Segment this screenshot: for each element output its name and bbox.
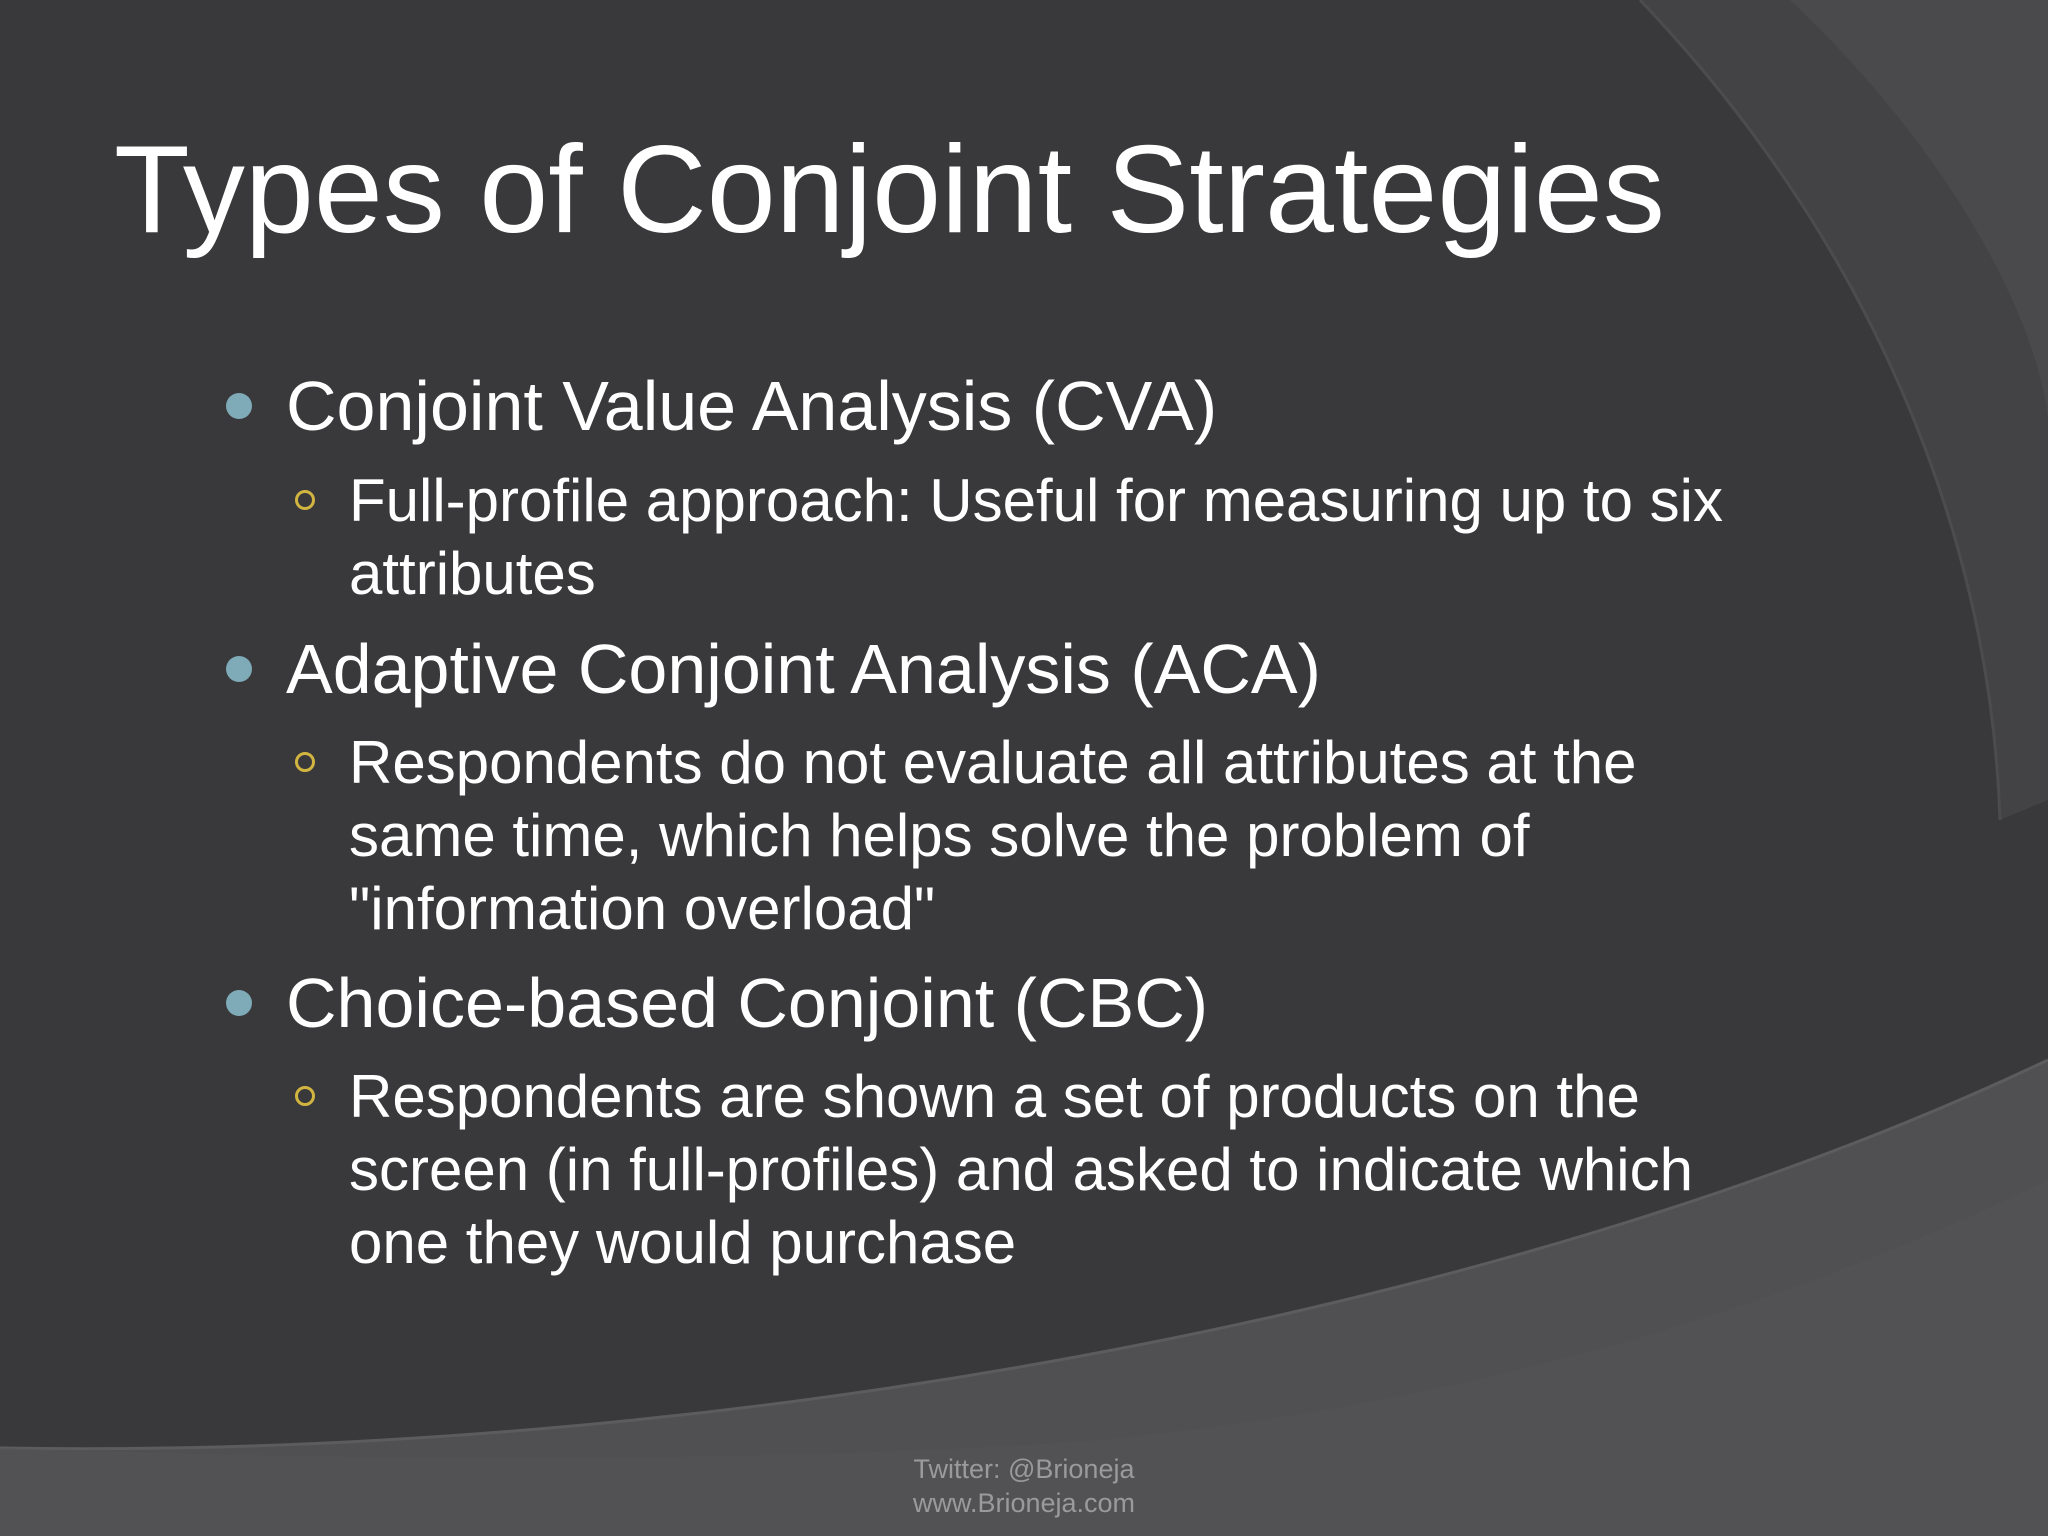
bullet-dot-icon [226, 656, 252, 682]
bullet-item-cbc [286, 966, 1208, 1040]
bullet-item-cva [286, 369, 1217, 443]
bullet-item-aca [286, 632, 1321, 706]
sub-bullet-ring-icon [295, 1086, 315, 1106]
sub-bullet-ring-icon [295, 490, 315, 510]
footer-twitter: Twitter: @Brioneja [913, 1454, 1135, 1484]
sub-bullet-item [349, 1060, 1749, 1279]
sub-bullet-ring-icon [295, 752, 315, 772]
sub-bullet-text: Respondents are shown a set of products on the screen (in full-profiles) and asked to indicate which one they would purchase [349, 1063, 1693, 1276]
bullet-dot-icon [226, 990, 252, 1016]
bullet-text: Conjoint Value Analysis (CVA) [286, 367, 1218, 445]
sub-bullet-text: Respondents do not evaluate all attributes at the same time, which helps solve the problem of "information overload" [349, 729, 1637, 942]
footer-website: www.Brioneja.com [912, 1488, 1136, 1518]
slide-title: Types of Conjoint Strategies [114, 121, 1665, 259]
sub-bullet-item [349, 726, 1749, 945]
sub-bullet-item [349, 464, 1749, 610]
footer [0, 1452, 2048, 1520]
bullet-text: Choice-based Conjoint (CBC) [286, 964, 1209, 1042]
bullet-dot-icon [226, 393, 252, 419]
bullet-text: Adaptive Conjoint Analysis (ACA) [286, 630, 1321, 708]
sub-bullet-text: Full-profile approach: Useful for measuring up to six attributes [349, 467, 1723, 607]
